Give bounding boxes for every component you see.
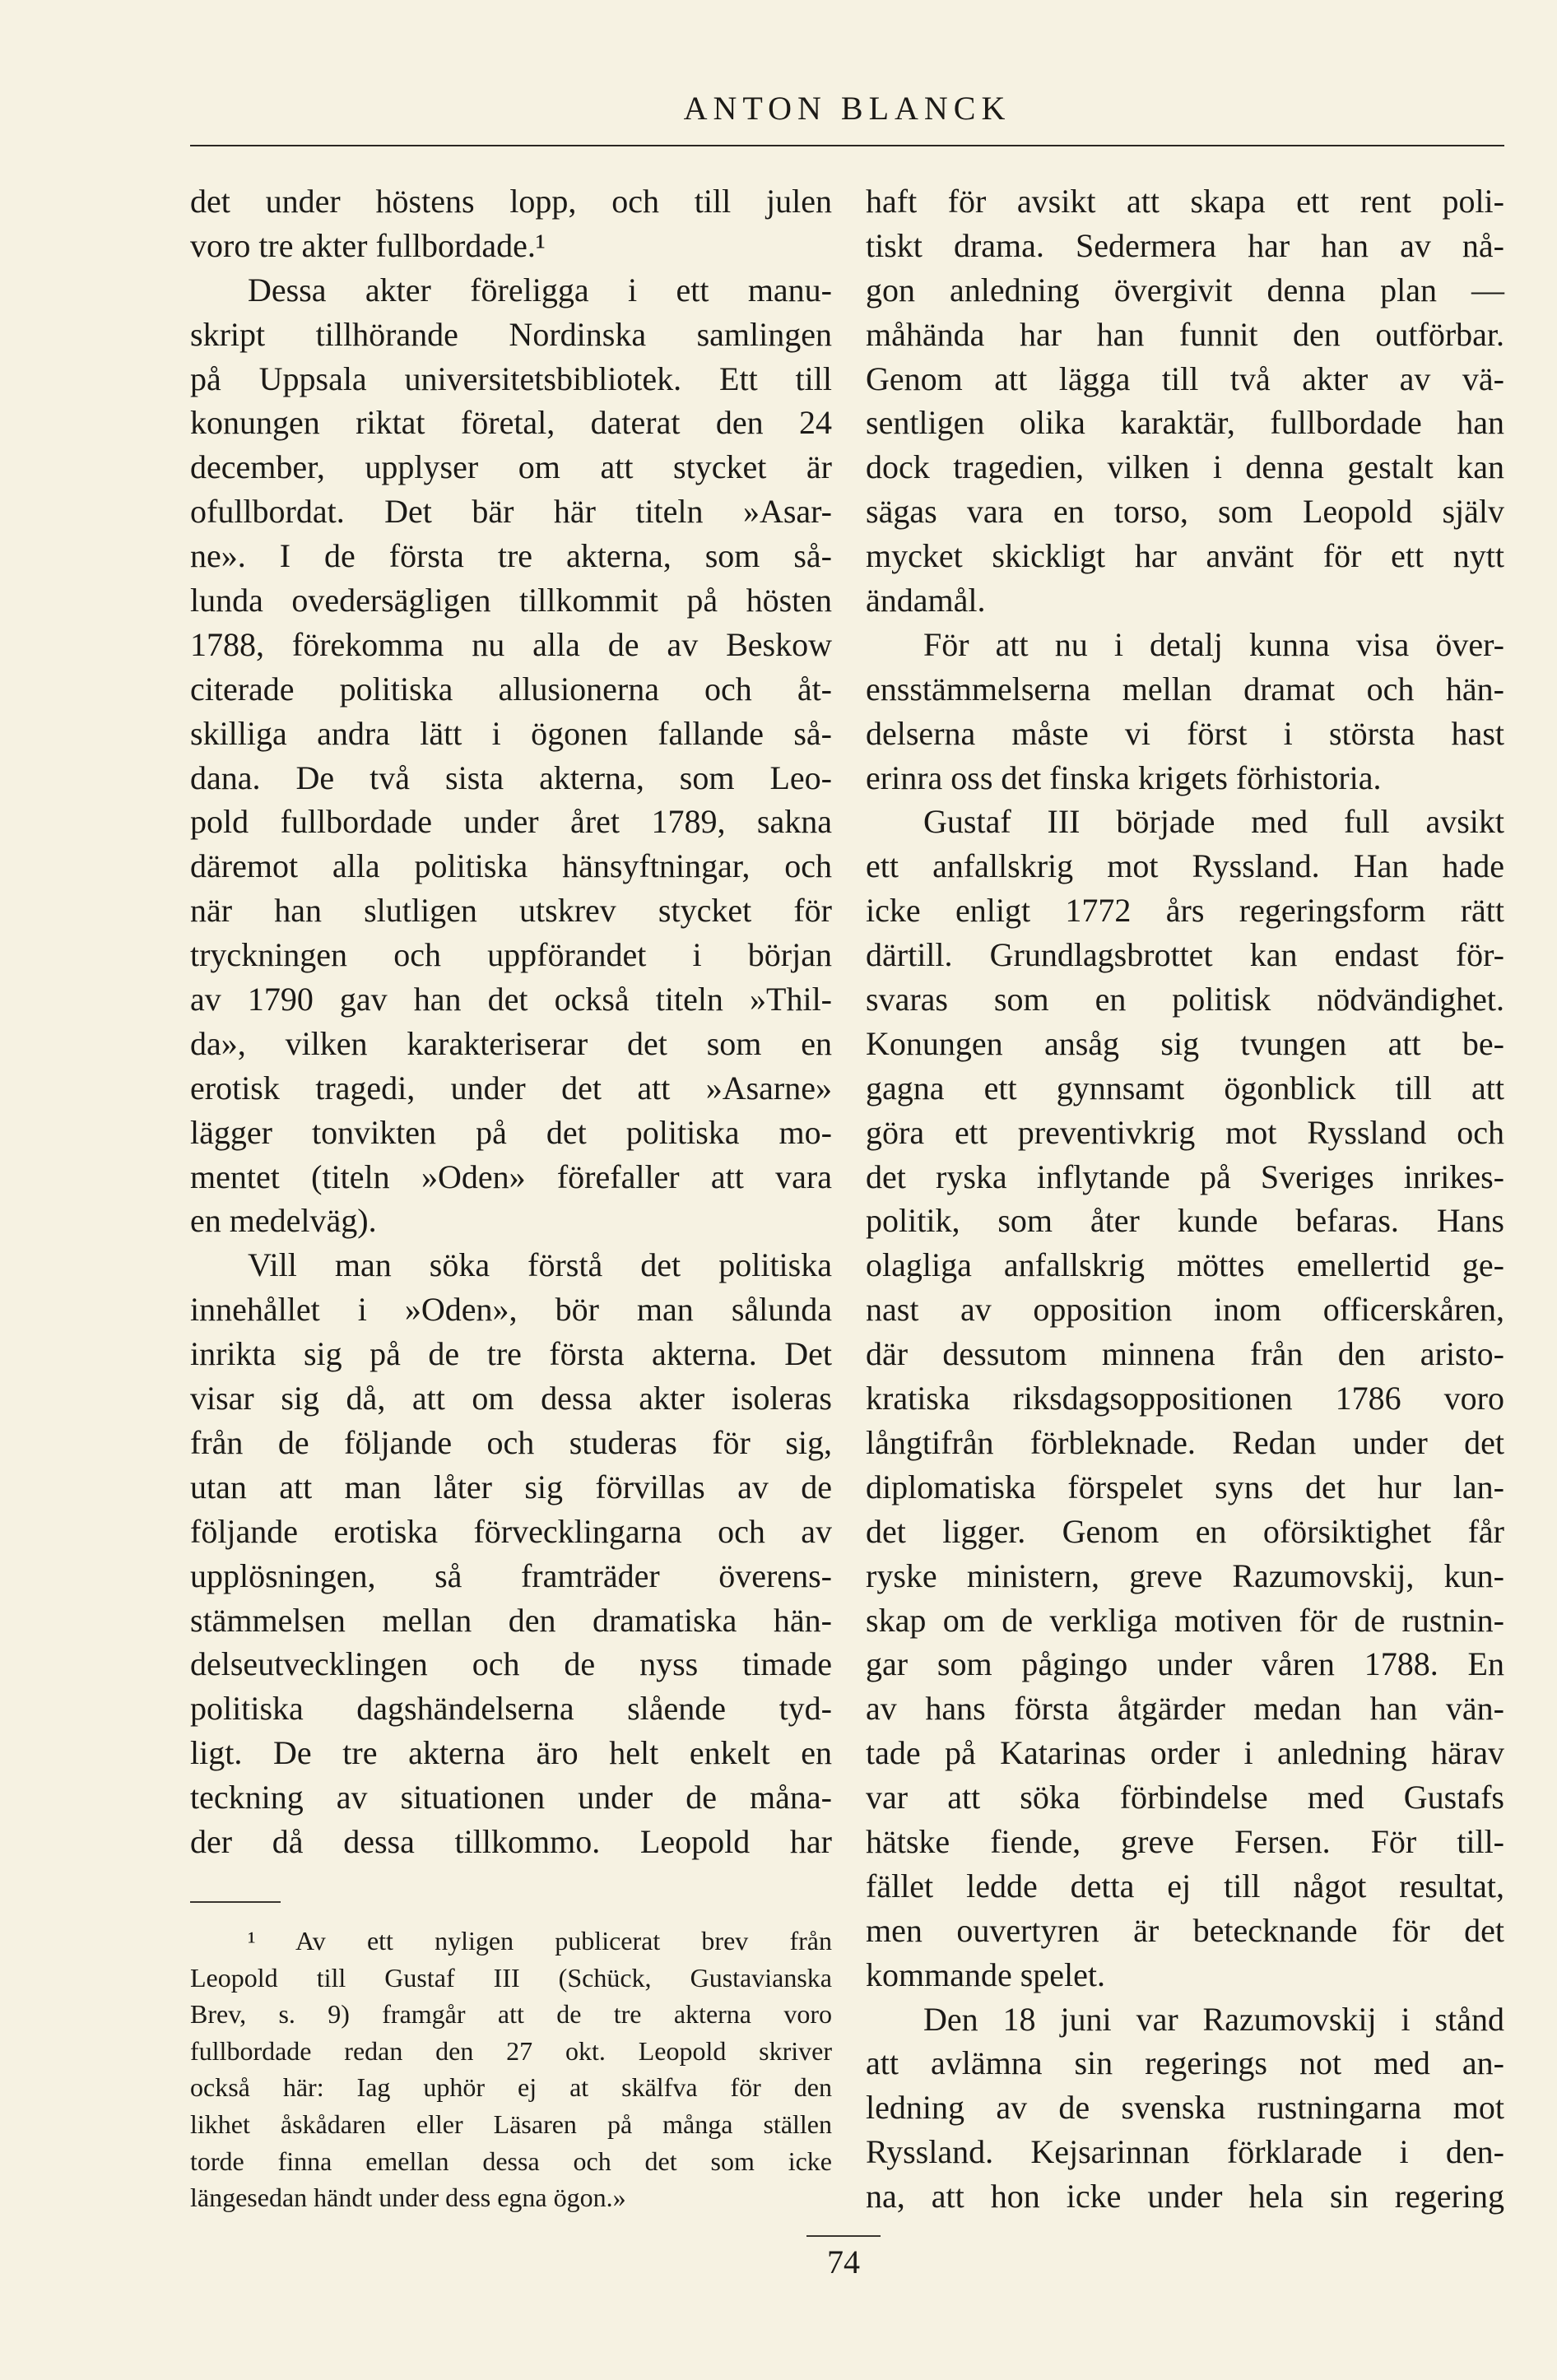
text-line: dana. De två sista akterna, som Leo- [190, 759, 832, 796]
text-line: upplösningen, så framträder överens- [190, 1557, 832, 1594]
text-line: konungen riktat företal, daterat den 24 [190, 404, 832, 442]
text-line: delserna måste vi först i största hast [866, 714, 1504, 752]
text-line: fället ledde detta ej till något resultat, [866, 1867, 1504, 1904]
text-line: kratiska riksdagsoppositionen 1786 voro [866, 1380, 1504, 1417]
text-line: det ryska inflytande på Sveriges inrikes- [866, 1158, 1504, 1195]
text-line: delseutvecklingen och de nyss timade [190, 1645, 832, 1683]
text-line: tade på Katarinas order i anledning härav [866, 1734, 1504, 1772]
text-line: stämmelsen mellan den dramatiska hän- [190, 1601, 832, 1639]
text-line: Den 18 juni var Razumovskij i stånd [923, 2000, 1504, 2038]
text-line: långtifrån förbleknade. Redan under det [866, 1423, 1504, 1461]
text-line: ligt. De tre akterna äro helt enkelt en [190, 1734, 832, 1772]
text-line: För att nu i detalj kunna visa över- [923, 625, 1504, 663]
text-line: på Uppsala universitetsbibliotek. Ett till [190, 360, 832, 397]
text-line: politik, som åter kunde befaras. Hans [866, 1202, 1504, 1240]
text-line: gar som pågingo under våren 1788. En [866, 1645, 1504, 1683]
text-line: politiska dagshändelserna slående tyd- [190, 1690, 832, 1728]
text-line: skap om de verkliga motiven för de rustnin- [866, 1601, 1504, 1639]
text-line: Genom att lägga till två akter av vä- [866, 360, 1504, 397]
text-line: tryckningen och uppförandet i början [190, 936, 832, 974]
text-line: också här: Iag uphör ej at skälfva för den [190, 2072, 832, 2103]
paragraph [866, 800, 1504, 1997]
text-line: sägas vara en torso, som Leopold själv [866, 493, 1504, 531]
right-column [866, 179, 1504, 2219]
text-line: skript tillhörande Nordinska samlingen [190, 315, 832, 353]
text-line: att avlämna sin regerings not med an- [866, 2044, 1504, 2082]
text-line: ne». I de första tre akterna, som så- [190, 537, 832, 575]
text-line: när han slutligen utskrev stycket för [190, 892, 832, 930]
text-line: därtill. Grundlagsbrottet kan endast för- [866, 936, 1504, 974]
paragraph [190, 179, 832, 268]
text-line: Gustaf III började med full avsikt [923, 803, 1504, 841]
left-column [190, 179, 832, 1864]
footnote [190, 1923, 832, 2216]
text-line: mentet (titeln »Oden» förefaller att vara [190, 1158, 832, 1195]
text-line: måhända har han funnit den outförbar. [866, 315, 1504, 353]
text-line: Vill man söka förstå det politiska [248, 1246, 832, 1284]
text-line: Ryssland. Kejsarinnan förklarade i den- [866, 2133, 1504, 2171]
text-line: däremot alla politiska hänsyftningar, och [190, 847, 832, 885]
text-line: dock tragedien, vilken i denna gestalt kan [866, 448, 1504, 486]
text-line: av hans första åtgärder medan han vän- [866, 1690, 1504, 1728]
text-line: från de följande och studeras för sig, [190, 1423, 832, 1461]
text-line: kommande spelet. [866, 1955, 1106, 1993]
text-line: na, att hon icke under hela sin regering [866, 2178, 1504, 2215]
paragraph [866, 179, 1504, 623]
text-line: haft för avsikt att skapa ett rent poli- [866, 183, 1504, 220]
text-line: svaras som en politisk nödvändighet. [866, 981, 1504, 1018]
text-line: likhet åskådaren eller Läsaren på många ställen [190, 2109, 832, 2139]
text-line: pold fullbordade under året 1789, sakna [190, 803, 832, 841]
text-line: där dessutom minnena från den aristo- [866, 1335, 1504, 1373]
text-line: ändamål. [866, 582, 986, 619]
page-number: 74 [827, 2243, 860, 2280]
paragraph [190, 268, 832, 1244]
text-line: torde finna emellan dessa och det som icke [190, 2146, 832, 2176]
text-line: ofullbordat. Det bär här titeln »Asar- [190, 493, 832, 531]
text-line: gon anledning övergivit denna plan — [866, 271, 1504, 309]
text-line: men ouvertyren är betecknande för det [866, 1911, 1504, 1949]
page-number-rule [806, 2235, 881, 2237]
text-line: inrikta sig på de tre första akterna. Det [190, 1335, 832, 1373]
text-line: erinra oss det finska krigets förhistoria. [866, 759, 1382, 796]
text-line: Konungen ansåg sig tvungen att be- [866, 1024, 1504, 1062]
text-line: lägger tonvikten på det politiska mo- [190, 1113, 832, 1151]
text-line: ryske ministern, greve Razumovskij, kun- [866, 1557, 1504, 1594]
text-line: av 1790 gav han det också titeln »Thil- [190, 981, 832, 1018]
text-line: det under höstens lopp, och till julen [190, 183, 832, 220]
text-line: lunda ovedersägligen tillkommit på hösten [190, 582, 832, 619]
text-line: ett anfallskrig mot Ryssland. Han hade [866, 847, 1504, 885]
text-line: olagliga anfallskrig möttes emellertid ge- [866, 1246, 1504, 1284]
text-line: ledning av de svenska rustningarna mot [866, 2089, 1504, 2127]
running-header: ANTON BLANCK [683, 90, 1011, 127]
text-line: längesedan händt under dess egna ögon.» [190, 2183, 626, 2213]
paragraph [866, 623, 1504, 800]
text-line: der då dessa tillkommo. Leopold har [190, 1822, 832, 1860]
text-line: utan att man låter sig förvillas av de [190, 1468, 832, 1505]
text-line: erotisk tragedi, under det att »Asarne» [190, 1069, 832, 1106]
text-line: Brev, s. 9) framgår att de tre akterna voro [190, 1999, 832, 2030]
text-line: diplomatiska förspelet syns det hur lan- [866, 1468, 1504, 1505]
text-line: skilliga andra lätt i ögonen fallande så- [190, 714, 832, 752]
text-line: da», vilken karakteriserar det som en [190, 1024, 832, 1062]
footnote-rule [190, 1901, 281, 1903]
text-line: Dessa akter föreligga i ett manu- [248, 271, 832, 309]
text-line: Leopold till Gustaf III (Schück, Gustavianska [190, 1962, 832, 1993]
paragraph [866, 1997, 1504, 2219]
text-line: visar sig då, att om dessa akter isoleras [190, 1380, 832, 1417]
text-line: 1788, förekomma nu alla de av Beskow [190, 625, 832, 663]
text-line: nast av opposition inom officerskåren, [866, 1291, 1504, 1329]
text-line: voro tre akter fullbordade.¹ [190, 226, 546, 264]
text-line: teckning av situationen under de måna- [190, 1779, 832, 1816]
text-line: ¹ Av ett nyligen publicerat brev från [248, 1926, 832, 1955]
text-line: göra ett preventivkrig mot Ryssland och [866, 1113, 1504, 1151]
text-line: var att söka förbindelse med Gustafs [866, 1779, 1504, 1816]
text-line: innehållet i »Oden», bör man sålunda [190, 1291, 832, 1329]
text-line: gagna ett gynnsamt ögonblick till att [866, 1069, 1504, 1106]
paragraph [190, 1243, 832, 1863]
text-line: det ligger. Genom en oförsiktighet får [866, 1512, 1504, 1550]
text-line: december, upplyser om att stycket är [190, 448, 832, 486]
header-rule [190, 145, 1504, 146]
text-line: icke enligt 1772 års regeringsform rätt [866, 892, 1504, 930]
text-line: mycket skickligt har använt för ett nytt [866, 537, 1504, 575]
text-line: en medelväg). [190, 1202, 377, 1240]
text-line: hätske fiende, greve Fersen. För till- [866, 1822, 1504, 1860]
text-line: sentligen olika karaktär, fullbordade han [866, 404, 1504, 442]
text-line: tiskt drama. Sedermera har han av nå- [866, 226, 1504, 264]
paragraph [190, 1923, 832, 2216]
text-line: ensstämmelserna mellan dramat och hän- [866, 670, 1504, 708]
text-line: följande erotiska förvecklingarna och av [190, 1512, 832, 1550]
text-line: fullbordade redan den 27 okt. Leopold skriver [190, 2035, 832, 2066]
text-line: citerade politiska allusionerna och åt- [190, 670, 832, 708]
